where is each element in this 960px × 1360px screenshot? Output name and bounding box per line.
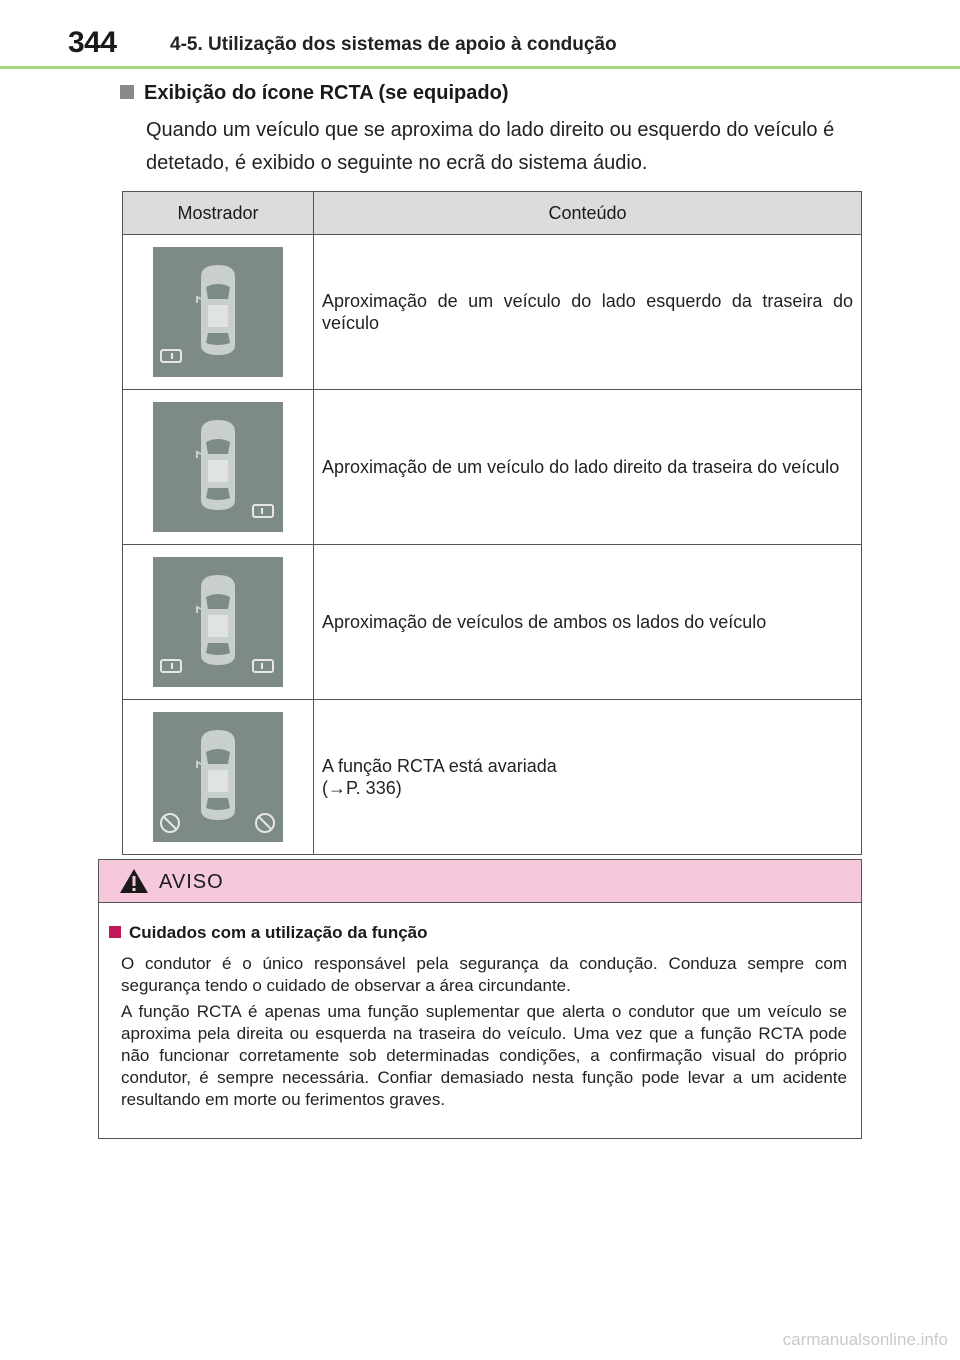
- display-cell: [123, 700, 314, 855]
- table-row: [123, 390, 862, 545]
- table-row: [123, 700, 862, 855]
- content-cell: [314, 700, 862, 855]
- car-top-view-icon: [197, 420, 235, 510]
- subsection-heading: [120, 82, 508, 105]
- car-top-view-icon: [197, 265, 235, 355]
- rcta-left-screen: [153, 247, 283, 377]
- subsection-heading-text: Exibição do ícone RCTA (se equipado): [144, 82, 509, 104]
- display-cell: [123, 390, 314, 545]
- footer-watermark: carmanualsonline.info: [782, 1330, 948, 1349]
- page-number: 344: [68, 26, 117, 59]
- column-header-display: Mostrador: [123, 192, 314, 235]
- warning-paragraph-2: A função RCTA é apenas uma função suplementar que alerta o condutor que um veículo se aproxima pela direita ou esquerda na traseira do veículo. Uma vez que a função RCTA pode não funcionar corretamente sob determinadas condições, a confirmação visual do próprio condutor, é sempre necessária. Confiar demasiado nesta função pode levar a um acidente resultando em morte ou ferimentos graves.: [121, 1002, 847, 1109]
- rcta-right-indicator-icon: [253, 505, 273, 517]
- warning-label: AVISO: [159, 871, 224, 893]
- car-top-view-icon: [197, 575, 235, 665]
- content-cell: Aproximação de veículos de ambos os lados do veículo: [314, 545, 862, 700]
- content-line-1: A função RCTA está avariada: [322, 756, 557, 776]
- column-header-content: Conteúdo: [314, 192, 862, 235]
- warning-header: [99, 860, 861, 903]
- warning-subheading-text: Cuidados com a utilização da função: [129, 923, 428, 942]
- rcta-left-indicator-icon: [161, 350, 181, 362]
- square-bullet-icon: [109, 926, 121, 938]
- warning-triangle-icon: [119, 868, 149, 894]
- rcta-display-table: [122, 191, 862, 855]
- header-rule: [0, 66, 960, 69]
- page-header: [0, 0, 960, 70]
- warning-paragraph-1: O condutor é o único responsável pela segurança da condução. Conduza sempre com segurança tendo o cuidado de observar a área circundante.: [121, 954, 847, 995]
- table-row: [123, 235, 862, 390]
- rcta-malfunction-screen: [153, 712, 283, 842]
- content-cell: Aproximação de um veículo do lado esquerdo da traseira do veículo: [314, 235, 862, 390]
- table-header-row: [123, 192, 862, 235]
- display-cell: [123, 545, 314, 700]
- intro-paragraph: Quando um veículo que se aproxima do lado direito ou esquerdo do veículo é detetado, é exibido o seguinte no ecrã do sistema áudio.: [146, 119, 835, 174]
- content-cell: Aproximação de um veículo do lado direito da traseira do veículo: [314, 390, 862, 545]
- page-reference: (→P. 336): [322, 778, 402, 798]
- table-row: [123, 545, 862, 700]
- square-bullet-icon: [120, 85, 134, 99]
- section-title: 4-5. Utilização dos sistemas de apoio à condução: [170, 34, 617, 55]
- display-cell: [123, 235, 314, 390]
- warning-subheading: [109, 923, 428, 943]
- car-top-view-icon: [197, 730, 235, 820]
- rcta-both-screen: [153, 557, 283, 687]
- rcta-right-screen: [153, 402, 283, 532]
- warning-box: [98, 859, 862, 1139]
